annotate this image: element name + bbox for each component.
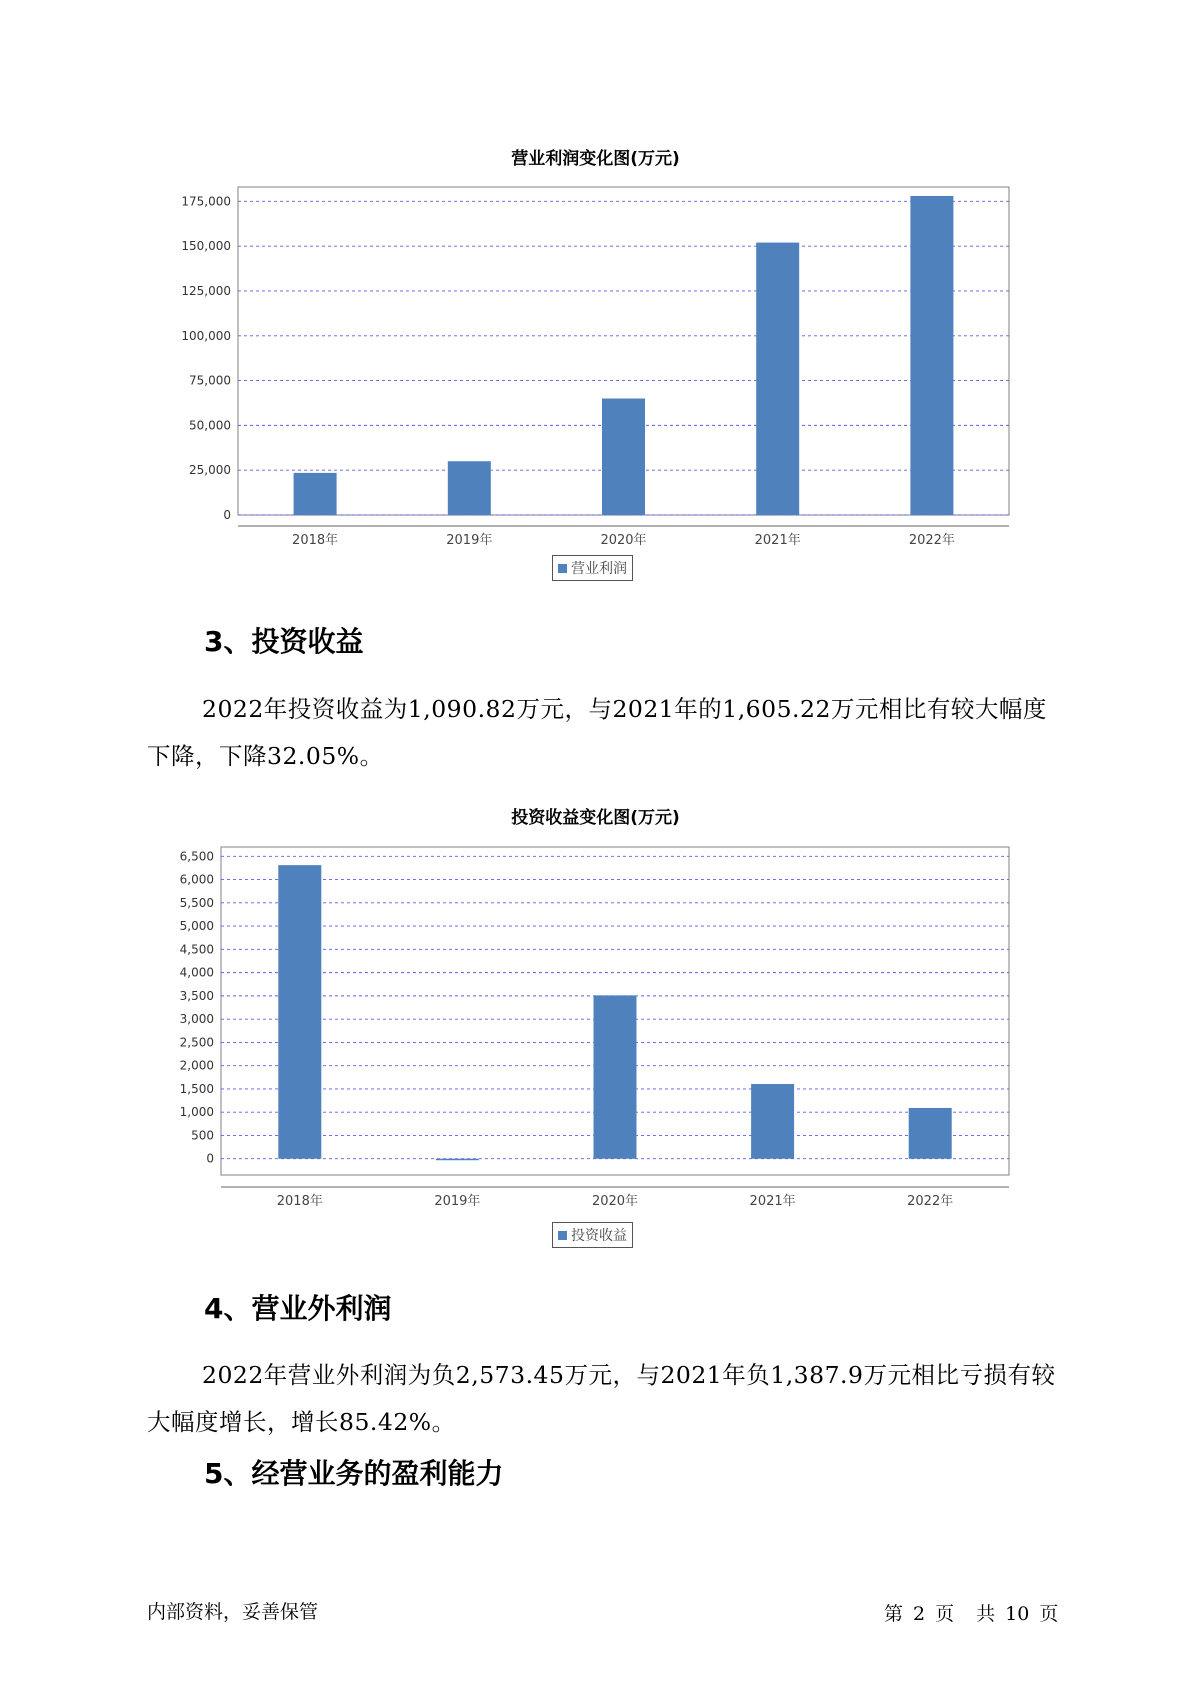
x-tick-label: 2018年 (276, 1194, 323, 1209)
page-num: 2 (913, 1603, 926, 1625)
y-tick-label: 2,000 (179, 1058, 214, 1073)
x-tick-label: 2022年 (908, 533, 955, 548)
y-tick-label: 150,000 (181, 239, 231, 254)
y-tick-label: 175,000 (181, 194, 231, 209)
total-prefix: 共 (976, 1603, 996, 1625)
footer-page-number (884, 1599, 1068, 1626)
bar (909, 1108, 952, 1159)
y-tick-label: 1,000 (179, 1105, 214, 1120)
legend-invest (552, 1222, 633, 1248)
bar (448, 461, 491, 515)
y-tick-label: 25,000 (189, 463, 231, 478)
bar (294, 473, 337, 515)
x-tick-label: 2020年 (591, 1194, 639, 1209)
legend-label: 投资收益 (571, 1228, 627, 1244)
x-tick-label: 2019年 (446, 533, 493, 548)
y-tick-label: 3,500 (179, 988, 214, 1003)
total-unit: 页 (1039, 1603, 1059, 1625)
bar (602, 398, 645, 515)
legend-swatch (558, 564, 567, 573)
section-heading-5: 5、经营业务的盈利能力 (204, 1457, 504, 1490)
y-tick-label: 500 (191, 1128, 214, 1143)
chart-profit (0, 160, 1191, 560)
x-tick-label: 2022年 (907, 1194, 954, 1209)
legend-swatch (558, 1231, 567, 1240)
bar (278, 865, 321, 1159)
y-tick-label: 6,500 (179, 849, 214, 864)
legend-profit (552, 555, 633, 581)
section-heading-3: 3、投资收益 (204, 625, 364, 658)
y-tick-label: 2,500 (179, 1035, 214, 1050)
chart-title-invest: 投资收益变化图(万元) (511, 808, 680, 828)
x-tick-label: 2021年 (749, 1194, 796, 1209)
bar (751, 1084, 794, 1159)
bar (910, 196, 953, 515)
y-tick-label: 50,000 (189, 418, 231, 433)
x-tick-label: 2021年 (754, 533, 801, 548)
y-tick-label: 5,000 (179, 919, 214, 934)
y-tick-label: 4,500 (179, 942, 214, 957)
y-tick-label: 75,000 (189, 373, 231, 388)
y-tick-label: 4,000 (179, 965, 214, 980)
chart-title-profit: 营业利润变化图(万元) (511, 149, 680, 169)
legend-label: 营业利润 (571, 561, 627, 577)
x-tick-label: 2018年 (292, 533, 339, 548)
y-tick-label: 125,000 (181, 283, 231, 298)
page-prefix: 第 (884, 1603, 904, 1625)
page-unit: 页 (935, 1603, 955, 1625)
y-tick-label: 3,000 (179, 1012, 214, 1027)
bar (436, 1159, 479, 1161)
y-tick-label: 0 (223, 508, 231, 522)
bar (756, 243, 799, 515)
x-tick-label: 2019年 (434, 1194, 481, 1209)
footer-confidential: 内部资料，妥善保管 (147, 1601, 319, 1623)
y-tick-label: 5,500 (179, 895, 214, 910)
x-tick-label: 2020年 (600, 533, 647, 548)
total-num: 10 (1005, 1603, 1030, 1625)
section-text-3: 2022年投资收益为1,090.82万元，与2021年的1,605.22万元相比有较大幅度下降，下降32.05%。 (147, 695, 1047, 770)
y-tick-label: 6,000 (179, 872, 214, 887)
y-tick-label: 1,500 (179, 1081, 214, 1096)
section-heading-4: 4、营业外利润 (204, 1292, 392, 1325)
y-tick-label: 100,000 (181, 328, 231, 343)
bar (594, 995, 637, 1158)
y-tick-label: 0 (206, 1151, 214, 1166)
section-text-4: 2022年营业外利润为负2,573.45万元，与2021年负1,387.9万元相比亏损有较大幅度增长，增长85.42%。 (147, 1361, 1056, 1436)
chart-invest (0, 820, 1191, 1220)
